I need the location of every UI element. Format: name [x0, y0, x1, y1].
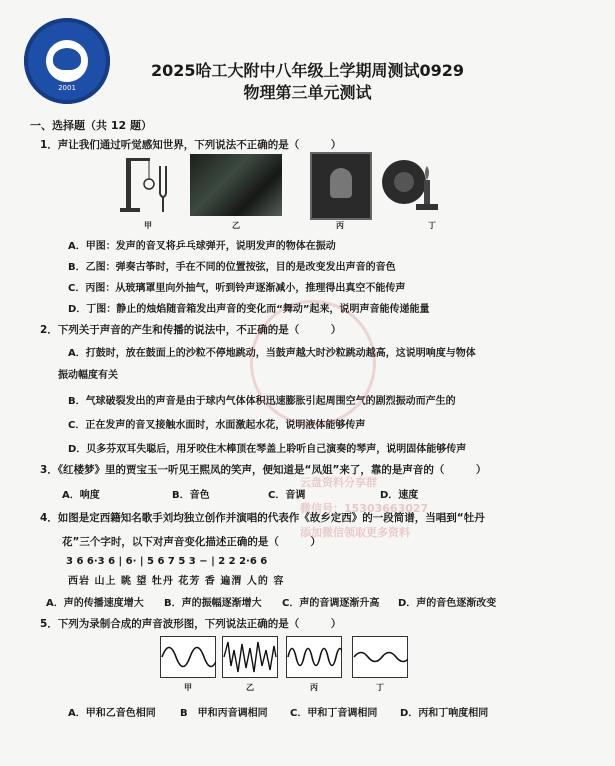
logo-year: 2001 — [58, 84, 76, 92]
q2-option-d: D．贝多芬双耳失聪后，用牙咬住木棒顶在琴盖上聆听自己演奏的琴声，说明固体能够传声 — [68, 444, 467, 455]
q3-option-d: D．速度 — [380, 490, 419, 501]
q1-option-d: D．丁图：静止的烛焰随音箱发出声音的变化而“舞动”起来，说明声音能传递能量 — [68, 304, 430, 315]
q2-option-c: C．正在发声的音叉接触水面时，水面激起水花，说明液体能够传声 — [68, 420, 366, 431]
q5-caption-jia: 甲 — [184, 683, 192, 692]
q5-waveform-ding — [352, 636, 408, 678]
q3-option-c: C．音调 — [268, 490, 306, 501]
q1-figure-guzheng — [190, 154, 282, 216]
q5-waveform-yi — [222, 636, 278, 678]
exam-title: 2025哈工大附中八年级上学期周测试0929 — [150, 61, 465, 80]
section-heading: 一、选择题（共 12 题） — [30, 119, 152, 132]
q1-caption-yi: 乙 — [232, 221, 240, 230]
watermark-line3: 添加微信领取更多资料 — [300, 526, 410, 539]
q3-stem: 3．《红楼梦》里的贾宝玉一听见王熙凤的笑声，便知道是“凤姐”来了，靠的是声音的（ ） — [40, 464, 487, 476]
q4-notation: 3 6 6·3 6 | 6· | 5 6 7 5 3 − | 2 2 2·6 6 — [66, 556, 268, 567]
q3-option-a: A．响度 — [62, 490, 100, 501]
q5-caption-ding: 丁 — [376, 683, 384, 692]
q1-figure-speaker-candle — [382, 152, 442, 214]
q5-caption-bing: 丙 — [310, 683, 318, 692]
q4-option-a: A．声的传播速度增大 — [46, 598, 144, 609]
q1-caption-ding: 丁 — [428, 221, 436, 230]
q4-option-b: B．声的振幅逐渐增大 — [164, 598, 262, 609]
q1-option-a: A．甲图：发声的音叉将乒乓球弹开，说明发声的物体在振动 — [68, 241, 336, 252]
q5-option-b: B 甲和丙音调相同 — [180, 708, 268, 719]
q5-option-c: C．甲和丁音调相同 — [290, 708, 378, 719]
q1-figure-tuning-fork — [116, 154, 178, 216]
q2-option-b: B．气球破裂发出的声音是由于球内气体体积迅速膨胀引起周围空气的剧烈振动而产生的 — [68, 396, 456, 407]
q2-option-a-line1: A．打鼓时，放在鼓面上的沙粒不停地跳动，当鼓声越大时沙粒跳动越高，这说明响度与物体 — [68, 348, 476, 359]
q1-option-b: B．乙图：弹奏古筝时，手在不同的位置按弦，目的是改变发出声音的音色 — [68, 262, 396, 273]
watermark-line1: 云盘资料分享群 — [300, 476, 377, 489]
q1-option-c: C．丙图：从玻璃罩里向外抽气，听到铃声逐渐减小，推理得出真空不能传声 — [68, 283, 406, 294]
q5-option-d: D．丙和丁响度相同 — [400, 708, 489, 719]
q5-stem: 5．下列为录制合成的声音波形图，下列说法正确的是（ ） — [40, 618, 342, 630]
q4-lyrics: 西岩 山上 眺 望 牡丹 花芳 香 遍渭 人的 容 — [68, 576, 285, 587]
q4-stem-line2: 花”三个字时，以下对声音变化描述正确的是（ ） — [62, 536, 321, 548]
q2-stem: 2．下列关于声音的产生和传播的说法中，不正确的是（ ） — [40, 324, 342, 336]
q2-option-a-line2: 振动幅度有关 — [58, 370, 118, 381]
q5-option-a: A．甲和乙音色相同 — [68, 708, 156, 719]
q1-caption-bing: 丙 — [336, 221, 344, 230]
watermark-line2: 微信号：15303663027 — [300, 502, 429, 515]
q4-option-d: D．声的音色逐渐改变 — [398, 598, 497, 609]
watermark-seal — [250, 300, 376, 426]
q1-figure-vacuum-bell — [310, 152, 372, 220]
q5-waveform-jia — [160, 636, 216, 678]
q3-option-b: B．音色 — [172, 490, 210, 501]
q5-caption-yi: 乙 — [246, 683, 254, 692]
exam-subtitle: 物理第三单元测试 — [243, 83, 372, 102]
q1-stem: 1．声让我们通过听觉感知世界，下列说法不正确的是（ ） — [40, 139, 342, 151]
q1-caption-jia: 甲 — [144, 221, 152, 230]
q4-stem-line1: 4．如图是定西籍知名歌手刘均独立创作并演唱的代表作《故乡定西》的一段简谱，当唱到“牡丹 — [40, 512, 485, 524]
q4-option-c: C．声的音调逐渐升高 — [282, 598, 380, 609]
q5-waveform-bing — [286, 636, 342, 678]
